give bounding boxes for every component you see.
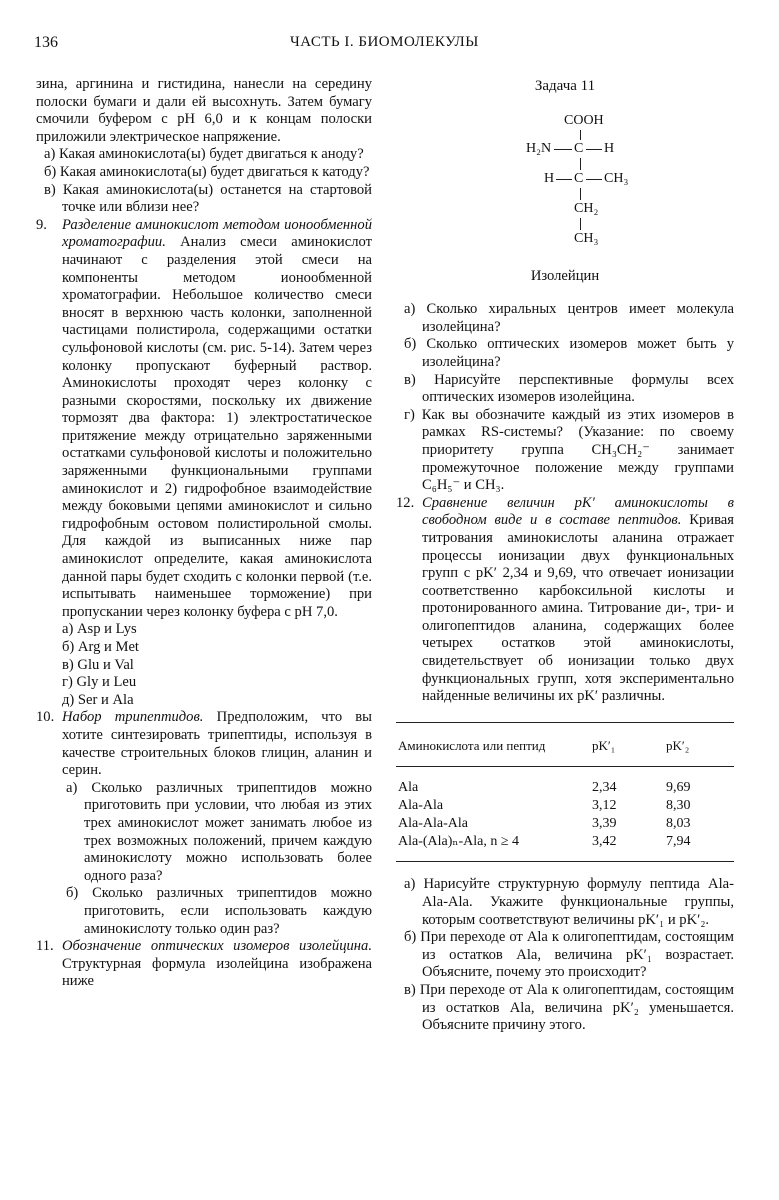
problem-9 xyxy=(36,217,372,622)
table-row xyxy=(396,767,734,798)
structure-c-alpha: C xyxy=(574,140,584,156)
problem-12-question-b: б) При переходе от Ala к олигопептидам, состоящим из остатков Ala, величина pK′₁ возрастает. Объясните, почему это происходит? xyxy=(404,929,734,981)
structure-caption: Изолейцин xyxy=(530,267,600,284)
page-number: 136 xyxy=(34,34,58,51)
problem-11-text: Структурная формула изолейцина изображена ниже xyxy=(62,955,372,990)
table-header-pk1: pK′₁ xyxy=(592,737,616,753)
structure-cooh: COOH xyxy=(564,112,604,128)
problem-11-question-b: б) Сколько оптических изомеров может быть у изолейцина? xyxy=(404,336,734,370)
left-column xyxy=(36,76,372,991)
running-head: ЧАСТЬ I. БИОМОЛЕКУЛЫ xyxy=(290,34,479,50)
structure-h2n: H₂N xyxy=(526,140,552,156)
table-cell: Ala xyxy=(398,780,419,796)
table-cell: Ala-Ala-Ala xyxy=(398,816,468,832)
problem-10-text: Предположим, что вы хотите синтезировать трипептиды, используя в качестве строительных блоков глицин, аланин и серин. xyxy=(62,709,372,779)
problem-12-question-c: в) При переходе от Ala к олигопептидам, состоящим из остатков Ala, величина pK′₂ уменьшается. Объясните причину этого. xyxy=(404,982,734,1034)
problem-10 xyxy=(36,709,372,779)
table-row xyxy=(396,797,734,815)
table-row xyxy=(396,815,734,833)
problem-9-option-c: в) Glu и Val xyxy=(62,656,134,673)
table-row xyxy=(396,833,734,862)
right-column xyxy=(396,76,734,1035)
table-cell: 2,34 xyxy=(592,780,617,796)
structure-c-beta: C xyxy=(574,170,584,186)
problem-11-title: Обозначение оптических изомеров изолейцина. xyxy=(62,938,372,955)
problem-11-question-a: а) Сколько хиральных центров имеет молекула изолейцина? xyxy=(404,301,734,335)
bond-ch2-ch3 xyxy=(580,218,581,230)
structure-ch3-a: CH₃ xyxy=(604,170,629,186)
bond-n xyxy=(554,149,572,150)
table-cell: 8,03 xyxy=(666,816,691,832)
problem-10-question-b: б) Сколько различных трипептидов можно приготовить, если использовать каждую аминокислоту только один раз? xyxy=(66,885,372,937)
problem-8-question-a: а) Какая аминокислота(ы) будет двигаться к аноду? xyxy=(44,146,364,163)
problem-12-question-a: а) Нарисуйте структурную формулу пептида Ala-Ala-Ala. Укажите функциональные группы, которым соответствуют величины pK′₁ и pK′₂. xyxy=(404,876,734,928)
problem-8-continuation: зина, аргинина и гистидина, нанесли на середину полоски бумаги и дали ей высохнуть. Затем бумагу смочили буфером с pH 6,0 и к концам полоски приложили электрическое напряжение. xyxy=(36,76,372,145)
problem-12 xyxy=(396,495,734,706)
structure-ch3-b: CH₃ xyxy=(574,230,599,246)
problem-11-number: 11. xyxy=(36,938,54,955)
structure-h-beta: H xyxy=(544,170,555,186)
problem-11-question-d: г) Как вы обозначите каждый из этих изомеров в рамках RS-системы? (Указание: по своему приоритету группа CH₃CH₂⁻ занимает промежуточное положение между группами C₆H₅⁻ и CH₃. xyxy=(404,406,734,494)
task-title: Задача 11 xyxy=(534,78,596,94)
problem-9-number: 9. xyxy=(36,216,47,233)
problem-11-question-c: в) Нарисуйте перспективные формулы всех оптических изомеров изолейцина. xyxy=(404,371,734,406)
bond-h2 xyxy=(556,179,572,180)
table-cell: 8,30 xyxy=(666,798,691,814)
problem-12-text: Кривая титрования аминокислоты аланина отражает процессы ионизации двух функциональных групп с pK′ 2,34 и 9,69, что отвечает ионизации соответственно карбоксильной кислоты и протонированного амина. Титрование ди-, три- и олигопептидов аланина, содержащих более четырех остатков этой аминокислоты, свидетельствует об ионизации только двух функциональных групп, хотя экспериментально найденные величины их pK′ различны. xyxy=(422,512,734,705)
bond-c1-c2 xyxy=(580,158,581,170)
table-header-row xyxy=(396,722,734,767)
table-cell: Ala-Ala xyxy=(398,798,444,814)
bond-cooh xyxy=(580,130,581,140)
problem-9-option-a: а) Asp и Lys xyxy=(62,621,137,638)
problem-12-title: Сравнение величин pK′ аминокислоты в свободном виде и в составе пептидов. xyxy=(422,494,734,529)
problem-12-number: 12. xyxy=(396,494,415,511)
table-cell: 9,69 xyxy=(666,780,691,796)
problem-10-question-a: а) Сколько различных трипептидов можно приготовить при условии, что любая из этих трех аминокислот может занимать любое из трех возможных положений, причем каждую аминокислоту можно использовать более одного раза? xyxy=(66,779,372,884)
structure-ch2: CH₂ xyxy=(574,200,599,216)
isoleucine-structure xyxy=(436,112,734,262)
problem-10-title: Набор трипептидов. xyxy=(62,709,204,726)
problem-11 xyxy=(36,938,372,991)
problem-9-option-e: д) Ser и Ala xyxy=(62,691,134,708)
pk-table xyxy=(396,722,734,863)
table-cell: 3,12 xyxy=(592,798,617,814)
bond-c2-ch2 xyxy=(580,188,581,200)
table-cell: 3,42 xyxy=(592,834,617,850)
problem-9-title: Разделение аминокислот методом ионообменной хроматографии. xyxy=(62,216,372,251)
table-header-pk2: pK′₂ xyxy=(666,737,690,753)
structure-h-alpha: H xyxy=(604,140,615,156)
bond-ch3a xyxy=(586,179,602,180)
problem-9-option-d: г) Gly и Leu xyxy=(62,674,137,691)
problem-10-number: 10. xyxy=(36,709,55,726)
table-cell: Ala-(Ala)ₙ-Ala, n ≥ 4 xyxy=(398,834,520,850)
bond-h1 xyxy=(586,149,602,150)
problem-9-option-b: б) Arg и Met xyxy=(62,639,139,655)
problem-8-question-b: б) Какая аминокислота(ы) будет двигаться к катоду? xyxy=(44,163,370,180)
table-cell: 7,94 xyxy=(666,834,691,850)
table-cell: 3,39 xyxy=(592,816,617,832)
table-header-peptide: Аминокислота или пептид xyxy=(398,737,546,753)
problem-9-text: Анализ смеси аминокислот начинают с разделения этой смеси на компоненты методом ионообменной хроматографии. Небольшое количество смеси вносят в верхнюю часть колонки, заполненной частицами полистирола, содержащими остатки сульфоновой кислоты (см. рис. 5-14). Затем через колонку пропускают буферный раствор. Аминокислоты проходят через колонку с разными скоростями, поскольку их движение тормозят два фактора: 1) электростатическое притяжение между отрицательно заряженными остатками сульфоновой кислоты и положительно заряженными функциональными группами аминокислот и 2) гидрофобное взаимодействие между боковыми цепями аминокислот и сильно гидрофобным остовом полистирольной смолы. Для каждой из выписанных ниже пар аминокислот определите, какая аминокислота данной пары будет сходить с колонки первой (т.е. испытывать наименьшее торможение) при пропускании через колонку буфера с pH 7,0. xyxy=(62,234,372,620)
problem-8-question-c: в) Какая аминокислота(ы) останется на стартовой точке или вблизи нее? xyxy=(44,181,372,216)
